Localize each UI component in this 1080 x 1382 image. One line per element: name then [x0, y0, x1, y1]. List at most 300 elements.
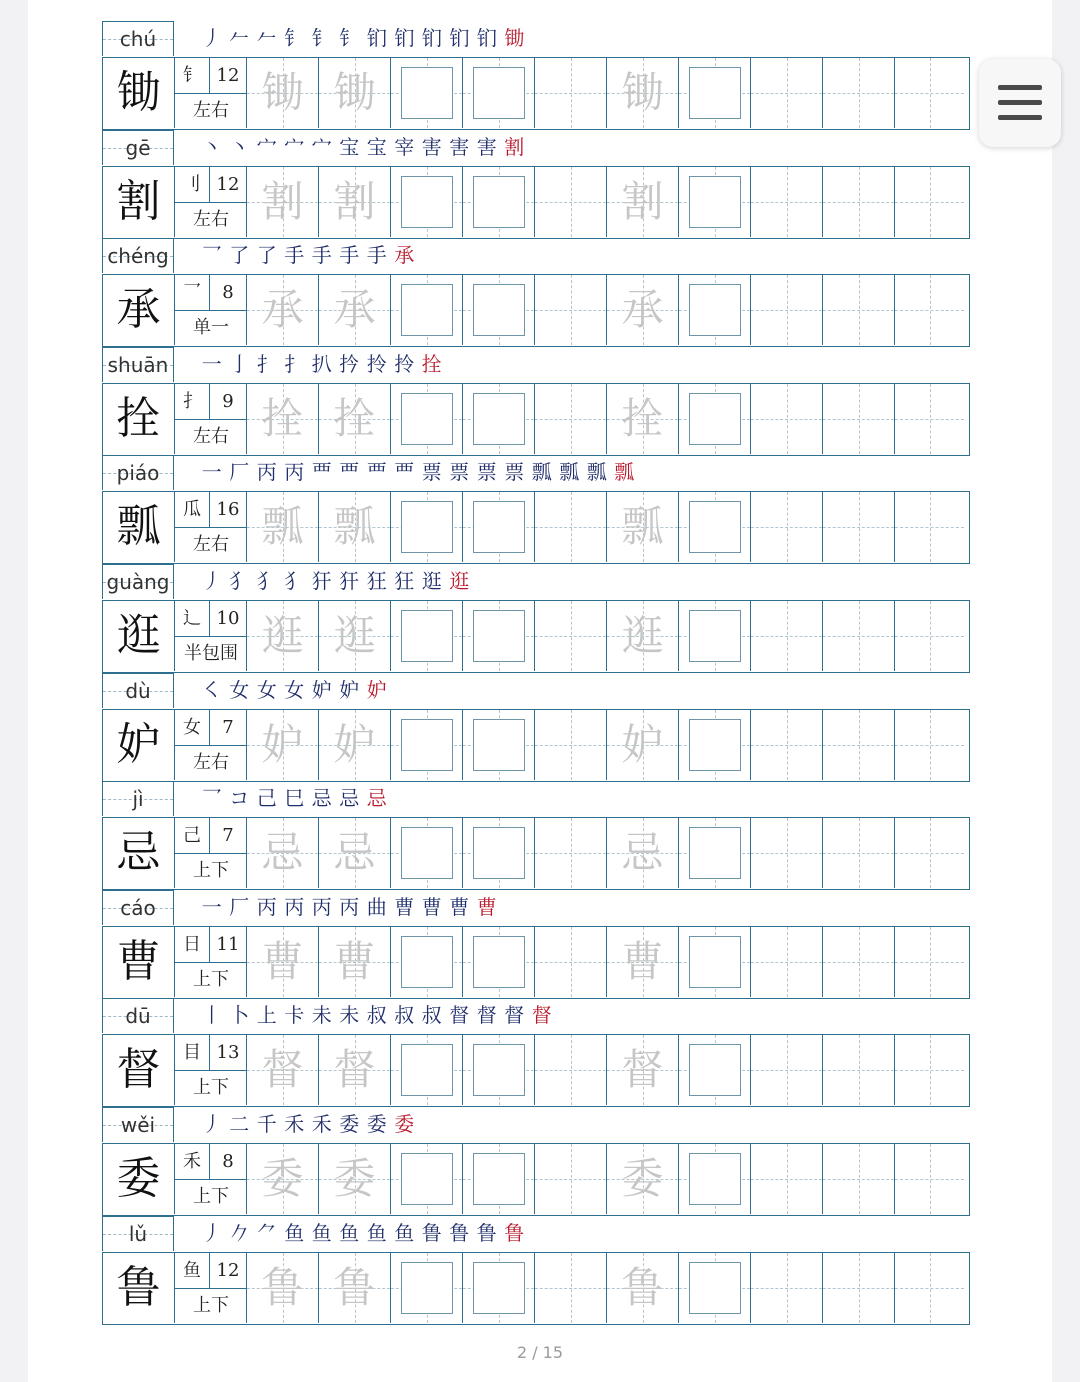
- practice-cell[interactable]: [535, 1144, 607, 1214]
- practice-cell[interactable]: [463, 275, 535, 345]
- stroke-count: 12: [209, 1253, 247, 1289]
- stroke-order-sequence: [198, 349, 446, 379]
- pinyin-box: [102, 890, 174, 925]
- practice-cell[interactable]: [895, 1035, 964, 1105]
- stroke-order-sequence: [198, 132, 528, 162]
- practice-cell[interactable]: [751, 492, 823, 562]
- writing-box[interactable]: [401, 1153, 453, 1205]
- writing-box[interactable]: [473, 176, 525, 228]
- character-entry: [102, 781, 970, 890]
- writing-box[interactable]: [689, 1044, 741, 1096]
- writing-box[interactable]: [689, 936, 741, 988]
- stroke-step: 𠂉: [229, 26, 250, 50]
- practice-cell[interactable]: [535, 601, 607, 671]
- practice-cell[interactable]: [607, 384, 679, 454]
- writing-box[interactable]: [401, 501, 453, 553]
- writing-box[interactable]: [689, 719, 741, 771]
- practice-cell[interactable]: [823, 818, 895, 888]
- practice-cell[interactable]: [895, 1144, 964, 1214]
- practice-cell[interactable]: [607, 167, 679, 237]
- radical: 禾: [175, 1144, 210, 1180]
- pinyin-row: [102, 1107, 970, 1142]
- character-entry: [102, 1107, 970, 1216]
- stroke-order-sequence: [198, 457, 638, 487]
- practice-cell[interactable]: [607, 927, 679, 997]
- practice-cell[interactable]: [679, 927, 751, 997]
- writing-box[interactable]: [689, 284, 741, 336]
- pinyin-text: shuān: [107, 352, 169, 377]
- stroke-step: 叔: [394, 1003, 415, 1028]
- practice-cell[interactable]: [391, 167, 463, 237]
- practice-cell[interactable]: [823, 1253, 895, 1323]
- stroke-step: 钔: [449, 26, 470, 50]
- pinyin-text: chú: [119, 27, 157, 51]
- radical: 辶: [175, 601, 210, 637]
- practice-cell[interactable]: [247, 1035, 319, 1105]
- character-info: [175, 384, 247, 454]
- practice-cell[interactable]: [247, 601, 319, 671]
- character-info: [175, 58, 247, 128]
- practice-cell[interactable]: [247, 1144, 319, 1214]
- model-character: 拴: [103, 384, 175, 454]
- practice-cell[interactable]: [679, 710, 751, 780]
- model-character: 妒: [103, 710, 175, 780]
- practice-cell[interactable]: [535, 492, 607, 562]
- practice-cell[interactable]: [751, 710, 823, 780]
- stroke-step: 丶: [229, 134, 250, 159]
- pinyin-row: [102, 1216, 970, 1251]
- stroke-step: 忌: [311, 786, 332, 811]
- practice-cell[interactable]: [535, 384, 607, 454]
- practice-cell[interactable]: [247, 818, 319, 888]
- writing-box[interactable]: [401, 936, 453, 988]
- stroke-step: 曹: [421, 894, 442, 919]
- stroke-count: 7: [209, 818, 247, 854]
- practice-cell[interactable]: [463, 818, 535, 888]
- practice-cell[interactable]: [679, 384, 751, 454]
- pinyin-text: cáo: [120, 895, 156, 920]
- structure-type: 上下: [193, 968, 229, 990]
- stroke-step: 乛: [201, 786, 222, 811]
- practice-grid: [102, 926, 970, 999]
- writing-box[interactable]: [401, 1262, 453, 1314]
- stroke-step: 覀: [366, 460, 387, 485]
- structure-type: 半包围: [184, 643, 238, 664]
- practice-cell[interactable]: [535, 1253, 607, 1323]
- trace-character: 割: [333, 176, 376, 226]
- writing-box[interactable]: [473, 1044, 525, 1096]
- practice-cell[interactable]: [607, 58, 679, 128]
- writing-box[interactable]: [401, 176, 453, 228]
- practice-cell[interactable]: [751, 1035, 823, 1105]
- practice-cell[interactable]: [607, 1253, 679, 1323]
- practice-grid: [102, 1034, 970, 1107]
- stroke-step: 鲁: [504, 1220, 525, 1245]
- practice-cell[interactable]: [895, 167, 964, 237]
- pinyin-text: guàng: [106, 570, 170, 594]
- trace-character: 妒: [261, 719, 304, 769]
- stroke-step: 上: [256, 1003, 277, 1028]
- practice-cell[interactable]: [319, 58, 391, 128]
- practice-grid: [102, 709, 970, 782]
- writing-box[interactable]: [689, 501, 741, 553]
- character-info: [175, 601, 247, 671]
- practice-cell[interactable]: [895, 927, 964, 997]
- pinyin-row: [102, 238, 970, 273]
- practice-cell[interactable]: [607, 710, 679, 780]
- practice-cell[interactable]: [679, 167, 751, 237]
- writing-box[interactable]: [689, 610, 741, 662]
- practice-cell[interactable]: [751, 58, 823, 128]
- stroke-step: 钅: [284, 26, 305, 50]
- writing-box[interactable]: [401, 67, 453, 119]
- practice-cell[interactable]: [391, 601, 463, 671]
- practice-cell[interactable]: [463, 492, 535, 562]
- practice-cell[interactable]: [751, 1144, 823, 1214]
- practice-cell[interactable]: [895, 818, 964, 888]
- writing-box[interactable]: [473, 936, 525, 988]
- stroke-step: 票: [449, 460, 470, 485]
- practice-cell[interactable]: [319, 1035, 391, 1105]
- stroke-step: 卡: [284, 1003, 305, 1028]
- radical: 日: [175, 927, 210, 963]
- practice-cell[interactable]: [463, 927, 535, 997]
- character-entry: [102, 455, 970, 564]
- stroke-step: 𠂊: [229, 1220, 250, 1245]
- model-character: 委: [103, 1144, 175, 1214]
- stroke-step: 女: [256, 677, 277, 702]
- writing-box[interactable]: [689, 1153, 741, 1205]
- practice-grid: [102, 600, 970, 673]
- practice-cell[interactable]: [823, 710, 895, 780]
- stroke-step: 丿: [201, 1220, 222, 1245]
- writing-box[interactable]: [473, 393, 525, 445]
- practice-cell[interactable]: [319, 384, 391, 454]
- stroke-order-sequence: [198, 783, 391, 813]
- stroke-step: 鲁: [476, 1220, 497, 1245]
- practice-cell[interactable]: [463, 384, 535, 454]
- model-character: 瓢: [103, 492, 175, 562]
- practice-cell[interactable]: [823, 601, 895, 671]
- practice-cell[interactable]: [535, 818, 607, 888]
- practice-cell[interactable]: [247, 492, 319, 562]
- practice-cell[interactable]: [751, 927, 823, 997]
- pinyin-box: [102, 238, 174, 273]
- practice-cell[interactable]: [823, 927, 895, 997]
- structure-type: 上下: [193, 1186, 229, 1207]
- stroke-step: 未: [339, 1003, 360, 1028]
- stroke-step: 亅: [229, 351, 250, 376]
- practice-cell[interactable]: [607, 1035, 679, 1105]
- practice-cell[interactable]: [463, 167, 535, 237]
- practice-cell[interactable]: [895, 1253, 964, 1323]
- writing-box[interactable]: [401, 827, 453, 879]
- stroke-step: 委: [366, 1112, 387, 1136]
- practice-cell[interactable]: [319, 1144, 391, 1214]
- stroke-step: 禾: [311, 1112, 332, 1136]
- trace-character: 逛: [333, 611, 376, 660]
- stroke-step: 票: [476, 460, 497, 485]
- writing-box[interactable]: [689, 176, 741, 228]
- writing-box[interactable]: [473, 610, 525, 662]
- practice-cell[interactable]: [823, 1035, 895, 1105]
- stroke-step: 宰: [394, 134, 415, 159]
- practice-grid: [102, 1143, 970, 1216]
- practice-cell[interactable]: [463, 710, 535, 780]
- practice-cell[interactable]: [247, 275, 319, 345]
- practice-cell[interactable]: [895, 601, 964, 671]
- practice-cell[interactable]: [751, 601, 823, 671]
- practice-cell[interactable]: [607, 818, 679, 888]
- writing-box[interactable]: [689, 67, 741, 119]
- stroke-step: 钔: [476, 26, 497, 50]
- stroke-step: 叔: [421, 1003, 442, 1028]
- practice-cell[interactable]: [247, 167, 319, 237]
- trace-character: 割: [261, 176, 304, 226]
- practice-grid: [102, 817, 970, 890]
- stroke-step: 曲: [366, 894, 387, 919]
- stroke-step: 厂: [229, 460, 250, 485]
- writing-box[interactable]: [401, 284, 453, 336]
- practice-cell[interactable]: [823, 58, 895, 128]
- practice-cell[interactable]: [463, 1253, 535, 1323]
- writing-box[interactable]: [473, 1153, 525, 1205]
- practice-cell[interactable]: [751, 275, 823, 345]
- stroke-step: 曹: [449, 894, 470, 919]
- practice-cell[interactable]: [391, 1253, 463, 1323]
- practice-cell[interactable]: [535, 927, 607, 997]
- model-character: 割: [103, 167, 175, 237]
- trace-character: 瓢: [333, 502, 376, 552]
- structure-type: 左右: [193, 208, 229, 230]
- stroke-step: 害: [449, 134, 470, 159]
- practice-cell[interactable]: [391, 927, 463, 997]
- practice-cell[interactable]: [607, 275, 679, 345]
- practice-cell[interactable]: [391, 710, 463, 780]
- stroke-step: 承: [394, 243, 415, 268]
- practice-cell[interactable]: [319, 710, 391, 780]
- radical: 鱼: [175, 1253, 210, 1289]
- practice-cell[interactable]: [751, 384, 823, 454]
- model-character: 锄: [103, 58, 175, 128]
- structure-type: 左右: [193, 100, 229, 121]
- stroke-step: 宀: [256, 134, 277, 159]
- writing-box[interactable]: [401, 393, 453, 445]
- stroke-step: 宝: [366, 134, 387, 159]
- practice-cell[interactable]: [679, 275, 751, 345]
- practice-cell[interactable]: [679, 1253, 751, 1323]
- writing-box[interactable]: [473, 67, 525, 119]
- practice-cell[interactable]: [535, 710, 607, 780]
- practice-cell[interactable]: [319, 167, 391, 237]
- practice-cell[interactable]: [679, 601, 751, 671]
- practice-cell[interactable]: [391, 58, 463, 128]
- stroke-step: 忌: [366, 786, 387, 811]
- practice-cell[interactable]: [607, 492, 679, 562]
- character-entry: [102, 998, 970, 1107]
- writing-box[interactable]: [689, 827, 741, 879]
- pinyin-text: gē: [125, 135, 151, 160]
- practice-cell[interactable]: [247, 927, 319, 997]
- trace-character: 鲁: [621, 1262, 664, 1312]
- pinyin-row: [102, 130, 970, 165]
- practice-cell[interactable]: [535, 167, 607, 237]
- stroke-step: 钔: [394, 26, 415, 50]
- practice-cell[interactable]: [679, 818, 751, 888]
- pinyin-box: [102, 347, 174, 382]
- practice-cell[interactable]: [607, 1144, 679, 1214]
- writing-box[interactable]: [473, 501, 525, 553]
- stroke-step: 锄: [504, 26, 525, 50]
- stroke-count: 10: [209, 601, 247, 637]
- practice-cell[interactable]: [319, 818, 391, 888]
- trace-character: 锄: [621, 68, 664, 117]
- writing-box[interactable]: [689, 393, 741, 445]
- practice-cell[interactable]: [823, 384, 895, 454]
- practice-cell[interactable]: [463, 601, 535, 671]
- stroke-order-sequence: [198, 23, 528, 53]
- character-info: [175, 818, 247, 888]
- practice-cell[interactable]: [391, 275, 463, 345]
- stroke-step: 扒: [311, 351, 332, 376]
- practice-cell[interactable]: [751, 818, 823, 888]
- stroke-step: 曹: [394, 894, 415, 919]
- radical: 钅: [175, 58, 210, 94]
- trace-character: 妒: [621, 719, 664, 769]
- stroke-step: 害: [421, 134, 442, 159]
- stroke-order-sequence: [198, 1109, 418, 1139]
- character-info: [175, 492, 247, 562]
- practice-cell[interactable]: [463, 1035, 535, 1105]
- stroke-step: 犭: [229, 569, 250, 593]
- stroke-step: 逛: [421, 569, 442, 593]
- trace-character: 曹: [621, 936, 664, 986]
- pinyin-row: [102, 347, 970, 382]
- practice-cell[interactable]: [247, 384, 319, 454]
- practice-cell[interactable]: [391, 818, 463, 888]
- stroke-step: 委: [339, 1112, 360, 1136]
- practice-cell[interactable]: [319, 492, 391, 562]
- pinyin-box: [102, 1216, 174, 1251]
- practice-cell[interactable]: [895, 275, 964, 345]
- practice-cell[interactable]: [895, 710, 964, 780]
- writing-box[interactable]: [473, 1262, 525, 1314]
- practice-cell[interactable]: [895, 58, 964, 128]
- practice-cell[interactable]: [319, 927, 391, 997]
- practice-cell[interactable]: [463, 1144, 535, 1214]
- stroke-order-sequence: [198, 240, 418, 270]
- stroke-step: 犴: [311, 569, 332, 593]
- stroke-step: コ: [229, 786, 250, 811]
- writing-box[interactable]: [473, 719, 525, 771]
- practice-grid: [102, 166, 970, 239]
- trace-character: 忌: [333, 828, 376, 878]
- stroke-step: 督: [504, 1003, 525, 1028]
- practice-cell[interactable]: [247, 710, 319, 780]
- stroke-step: 拎: [366, 351, 387, 376]
- trace-character: 锄: [333, 68, 376, 117]
- stroke-step: 女: [284, 677, 305, 702]
- writing-box[interactable]: [473, 827, 525, 879]
- practice-cell[interactable]: [391, 1035, 463, 1105]
- structure-type: 左右: [193, 751, 229, 773]
- practice-cell[interactable]: [319, 601, 391, 671]
- practice-cell[interactable]: [679, 492, 751, 562]
- practice-cell[interactable]: [319, 1253, 391, 1323]
- practice-cell[interactable]: [391, 384, 463, 454]
- writing-box[interactable]: [473, 284, 525, 336]
- practice-cell[interactable]: [319, 275, 391, 345]
- practice-cell[interactable]: [823, 1144, 895, 1214]
- practice-cell[interactable]: [607, 601, 679, 671]
- stroke-step: 叔: [366, 1003, 387, 1028]
- practice-cell[interactable]: [391, 492, 463, 562]
- pinyin-text: chéng: [107, 244, 169, 269]
- stroke-step: 丿: [201, 569, 222, 593]
- practice-cell[interactable]: [679, 1035, 751, 1105]
- stroke-step: 票: [421, 460, 442, 485]
- stroke-step: 鱼: [339, 1220, 360, 1245]
- stroke-step: 丙: [284, 460, 305, 485]
- character-entry: [102, 673, 970, 782]
- stroke-count: 7: [209, 710, 247, 746]
- practice-cell[interactable]: [391, 1144, 463, 1214]
- stroke-step: 鱼: [394, 1220, 415, 1245]
- pinyin-text: lǔ: [128, 1221, 148, 1246]
- practice-grid: [102, 491, 970, 564]
- pinyin-text: dū: [125, 1004, 151, 1029]
- writing-box[interactable]: [689, 1262, 741, 1314]
- practice-cell[interactable]: [895, 492, 964, 562]
- hamburger-menu-icon[interactable]: [979, 59, 1061, 147]
- practice-cell[interactable]: [679, 1144, 751, 1214]
- practice-cell[interactable]: [751, 1253, 823, 1323]
- practice-cell[interactable]: [535, 1035, 607, 1105]
- stroke-step: 瓢: [586, 460, 607, 485]
- trace-character: 逛: [621, 611, 664, 660]
- structure-type: 左右: [193, 425, 229, 447]
- practice-cell[interactable]: [535, 58, 607, 128]
- practice-cell[interactable]: [679, 58, 751, 128]
- writing-box[interactable]: [401, 719, 453, 771]
- stroke-step: 钔: [366, 26, 387, 50]
- character-info: [175, 927, 247, 997]
- menu-bar-line: [998, 85, 1042, 90]
- practice-cell[interactable]: [895, 384, 964, 454]
- practice-cell[interactable]: [823, 167, 895, 237]
- writing-box[interactable]: [401, 610, 453, 662]
- practice-cell[interactable]: [751, 167, 823, 237]
- practice-cell[interactable]: [823, 492, 895, 562]
- practice-cell[interactable]: [535, 275, 607, 345]
- stroke-step: 妒: [366, 677, 387, 702]
- stroke-step: 千: [256, 1112, 277, 1136]
- practice-cell[interactable]: [247, 1253, 319, 1323]
- model-character: 督: [103, 1035, 175, 1105]
- stroke-step: 丙: [256, 460, 277, 485]
- radical: 刂: [175, 167, 210, 203]
- stroke-step: ⺈: [256, 1220, 277, 1245]
- page-indicator: 2 / 15: [516, 1343, 564, 1362]
- practice-cell[interactable]: [463, 58, 535, 128]
- trace-character: 督: [333, 1045, 376, 1095]
- stroke-step: 钅: [339, 26, 360, 50]
- writing-box[interactable]: [401, 1044, 453, 1096]
- practice-cell[interactable]: [823, 275, 895, 345]
- practice-cell[interactable]: [247, 58, 319, 128]
- character-entry: [102, 347, 970, 456]
- character-info: [175, 710, 247, 780]
